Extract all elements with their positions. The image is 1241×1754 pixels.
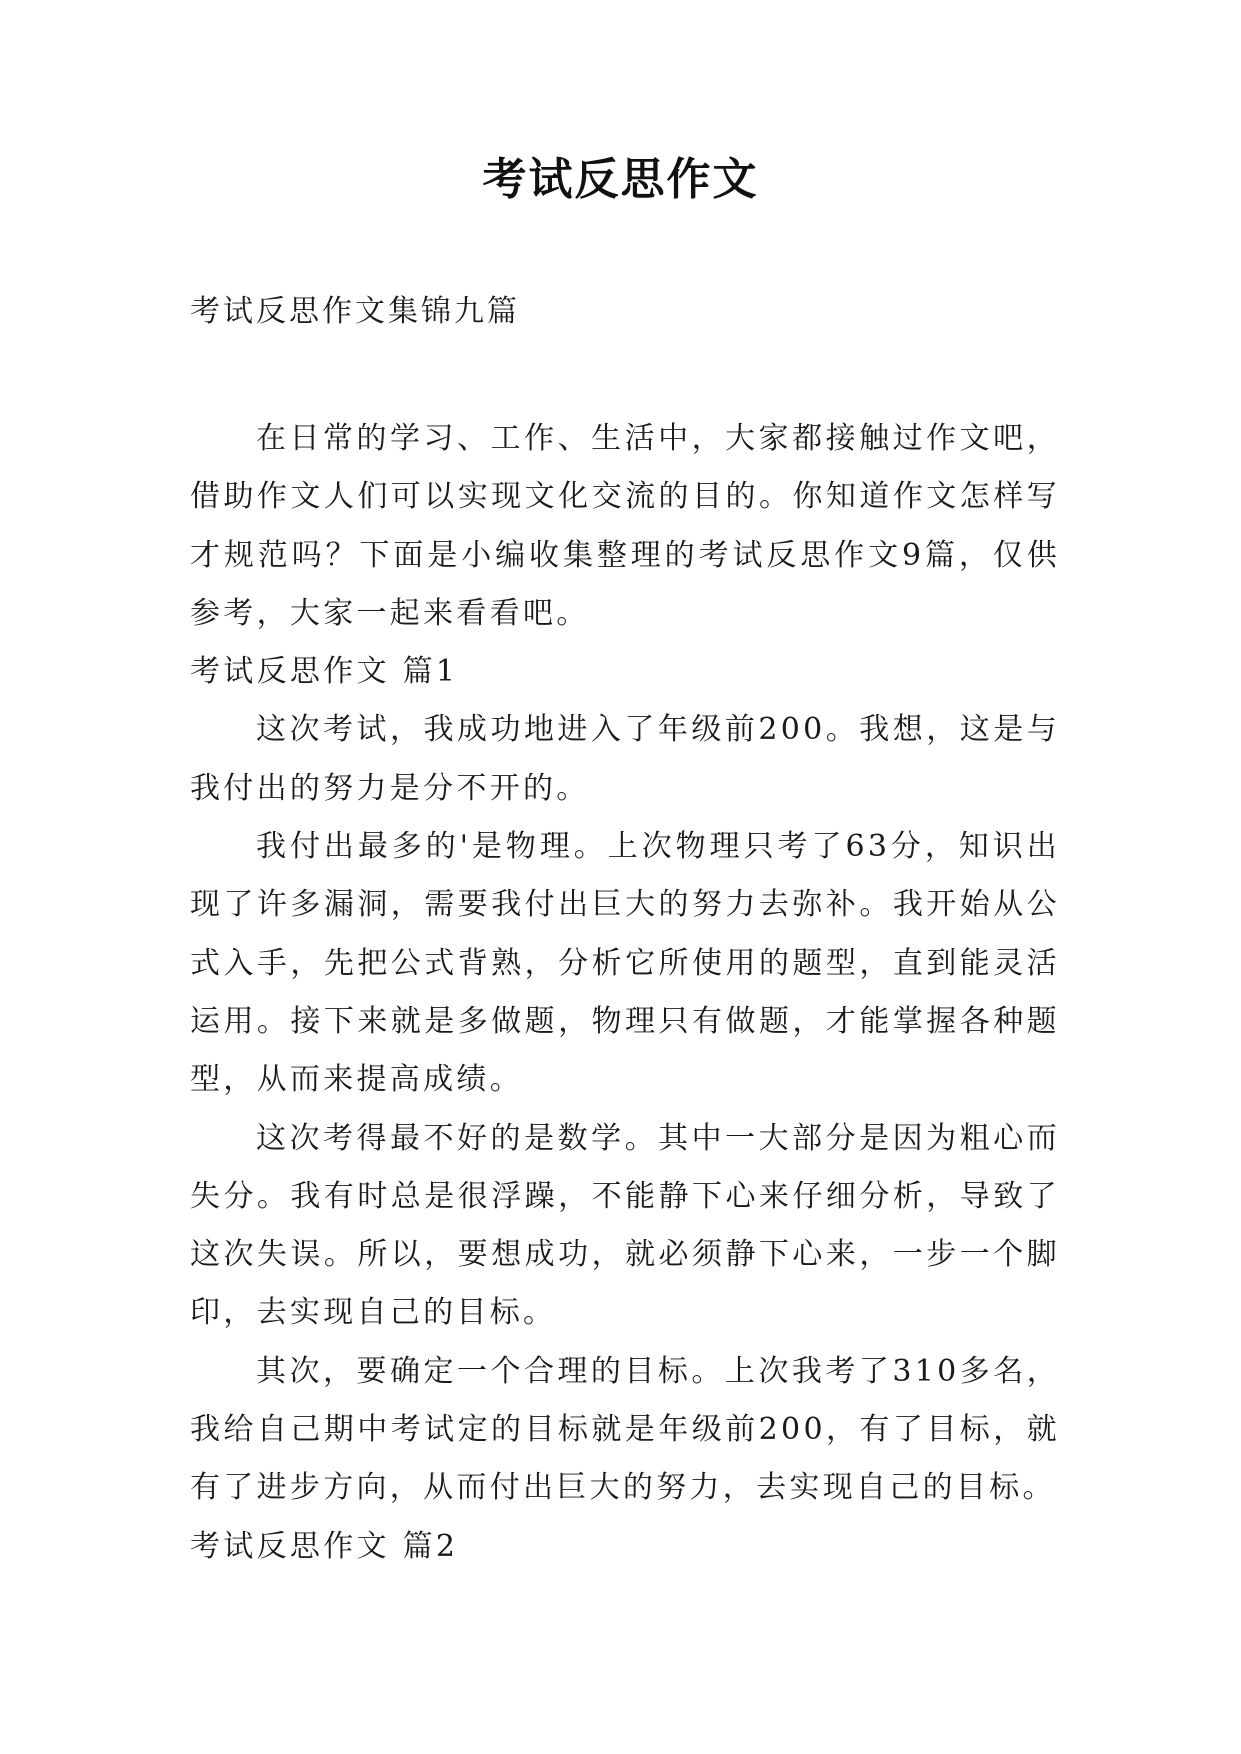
document-body xyxy=(190,410,1060,1576)
document-title: 考试反思作文 xyxy=(482,154,759,205)
document-subtitle: 考试反思作文集锦九篇 xyxy=(190,294,520,329)
essay1-paragraph-4: 其次，要确定一个合理的目标。上次我考了310多名，我给自己期中考试定的目标就是年级前200，有了目标，就有了进步方向，从而付出巨大的努力，去实现自己的目标。 xyxy=(190,1353,1060,1506)
essay1-paragraph-3: 这次考得最不好的是数学。其中一大部分是因为粗心而失分。我有时总是很浮躁，不能静下心来仔细分析，导致了这次失误。所以，要想成功，就必须静下心来，一步一个脚印，去实现自己的目标。 xyxy=(190,1120,1060,1331)
essay1-paragraph-2: 我付出最多的'是物理。上次物理只考了63分，知识出现了许多漏洞，需要我付出巨大的努力去弥补。我开始从公式入手，先把公式背熟，分析它所使用的题型，直到能灵活运用。接下来就是多做题，物理只有做题，才能掌握各种题型，从而来提高成绩。 xyxy=(190,829,1060,1098)
intro-paragraph: 在日常的学习、工作、生活中，大家都接触过作文吧，借助作文人们可以实现文化交流的目的。你知道作文怎样写才规范吗？下面是小编收集整理的考试反思作文9篇，仅供参考，大家一起来看看吧。 xyxy=(190,421,1060,631)
section-heading-2: 考试反思作文 篇2 xyxy=(190,1528,459,1564)
essay1-paragraph-1: 这次考试，我成功地进入了年级前200。我想，这是与我付出的努力是分不开的。 xyxy=(190,712,1060,806)
section-heading-1: 考试反思作文 篇1 xyxy=(190,654,459,690)
